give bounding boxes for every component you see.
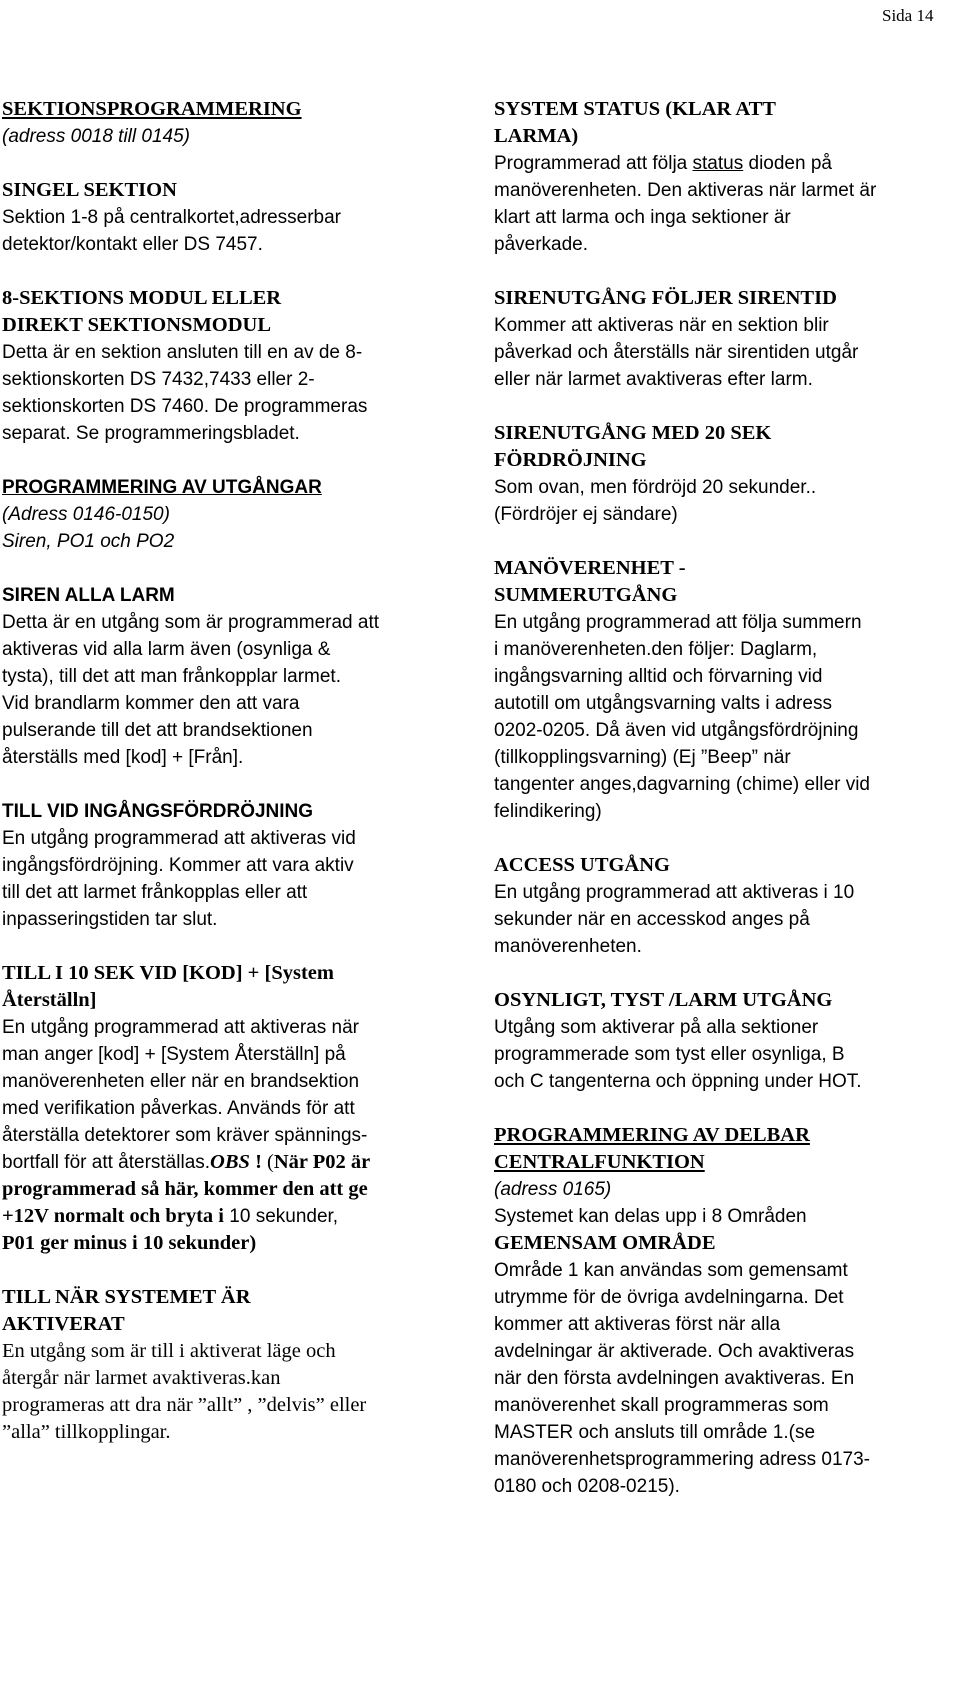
heading-10-sek-vid-kod: TILL I 10 SEK VID [KOD] + [System xyxy=(2,962,334,984)
obs-bold-text: +12V normalt och bryta i xyxy=(2,1205,224,1227)
body-line: En utgång programmerad att aktiveras när xyxy=(2,1017,359,1038)
obs-label: OBS xyxy=(210,1151,250,1173)
address-note: (Adress 0146-0150) xyxy=(2,504,170,525)
heading-programmering-av-utgangar: PROGRAMMERING AV UTGÅNGAR xyxy=(2,477,322,498)
body-line: i manöverenheten.den följer: Daglarm, xyxy=(494,639,818,660)
section-access-utgang xyxy=(494,852,960,960)
heading-access-utgang: ACCESS UTGÅNG xyxy=(494,854,670,876)
body-line: till det att larmet frånkopplas eller att xyxy=(2,882,308,903)
body-line: med verifikation påverkas. Används för att xyxy=(2,1098,355,1119)
obs-line-mixed xyxy=(2,1203,477,1230)
body-line: MASTER och ansluts till område 1.(se xyxy=(494,1422,816,1443)
obs-bold-text: När P02 är xyxy=(273,1151,371,1173)
heading-nar-systemet-ar-aktiverat: TILL NÄR SYSTEMET ÄR xyxy=(2,1286,251,1308)
body-line: Detta är en sektion ansluten till en av de 8- xyxy=(2,342,363,363)
heading-sirentid: SIRENUTGÅNG FÖLJER SIRENTID xyxy=(494,287,837,309)
body-line: Systemet kan delas upp i 8 Områden xyxy=(494,1206,807,1227)
section-8-sektions-modul xyxy=(2,285,477,447)
section-osynligt-tyst-larm xyxy=(494,987,960,1095)
body-line: Vid brandlarm kommer den att vara xyxy=(2,693,300,714)
body-line: man anger [kod] + [System Återställn] på xyxy=(2,1044,346,1065)
body-line: återställa detektorer som kräver spännings- xyxy=(2,1125,368,1146)
heading-8-sektions-modul-cont: DIREKT SEKTIONSMODUL xyxy=(2,314,272,336)
body-line: En utgång som är till i aktiverat läge och xyxy=(2,1340,336,1362)
body-line: Utgång som aktiverar på alla sektioner xyxy=(494,1017,819,1038)
body-line: autotill om utgångsvarning valts i adress xyxy=(494,693,832,714)
body-line: manöverenheten eller när en brandsektion xyxy=(2,1071,360,1092)
body-line: sektionskorten DS 7460. De programmeras xyxy=(2,396,368,417)
body-line: utrymme för de övriga avdelningarna. Det xyxy=(494,1287,844,1308)
body-line: och C tangenterna och öppning under HOT. xyxy=(494,1071,862,1092)
heading-ingangsfordrojning: TILL VID INGÅNGSFÖRDRÖJNING xyxy=(2,801,314,822)
body-line: återställs med [kod] + [Från]. xyxy=(2,747,244,768)
heading-8-sektions-modul: 8-SEKTIONS MODUL ELLER xyxy=(2,287,282,309)
body-line: aktiveras vid alla larm även (osynliga & xyxy=(2,639,331,660)
body-line: Detta är en utgång som är programmerad att xyxy=(2,612,380,633)
body-line: manöverenhet skall programmeras som xyxy=(494,1395,829,1416)
section-nar-systemet-ar-aktiverat xyxy=(2,1284,477,1446)
body-line: pulserande till det att brandsektionen xyxy=(2,720,313,741)
section-ingangsfordrojning xyxy=(2,798,477,933)
body-text: Programmerad att följa xyxy=(494,153,693,174)
body-line xyxy=(494,150,960,177)
section-manoverenhet-summerutgang xyxy=(494,555,960,825)
body-line: (tillkopplingsvarning) (Ej ”Beep” när xyxy=(494,747,791,768)
body-line: programmerade som tyst eller osynliga, B xyxy=(494,1044,845,1065)
section-programmering-av-utgangar xyxy=(2,474,477,555)
body-line: inpasseringstiden tar slut. xyxy=(2,909,218,930)
body-line: 0180 och 0208-0215). xyxy=(494,1476,680,1497)
body-line: tangenter anges,dagvarning (chime) eller vid xyxy=(494,774,870,795)
body-line: klart att larma och inga sektioner är xyxy=(494,207,791,228)
body-line: manöverenheten. xyxy=(494,936,642,957)
heading-manoverenhet: MANÖVERENHET - xyxy=(494,557,686,579)
heading-nar-systemet-ar-aktiverat-cont: AKTIVERAT xyxy=(2,1313,125,1335)
section-system-status xyxy=(494,96,960,258)
body-line: (Fördröjer ej sändare) xyxy=(494,504,678,525)
page-number: Sida 14 xyxy=(882,6,934,25)
address-note: (adress 0165) xyxy=(494,1179,612,1200)
body-line: sekunder när en accesskod anges på xyxy=(494,909,810,930)
obs-line xyxy=(2,1149,477,1176)
body-line: En utgång programmerad att aktiveras i 10 xyxy=(494,882,855,903)
left-column xyxy=(2,96,477,1446)
section-siren-alla-larm xyxy=(2,582,477,771)
body-line: ingångsfördröjning. Kommer att vara aktiv xyxy=(2,855,354,876)
heading-system-status: SYSTEM STATUS (KLAR ATT xyxy=(494,98,776,120)
body-line: sektionskorten DS 7432,7433 eller 2- xyxy=(2,369,315,390)
heading-10-sek-vid-kod-cont: Återställn] xyxy=(2,989,97,1011)
heading-sektionsprogrammering: SEKTIONSPROGRAMMERING xyxy=(2,98,302,120)
right-column xyxy=(494,96,960,1500)
section-sirenutgang-foljer-sirentid xyxy=(494,285,960,393)
address-note: (adress 0018 till 0145) xyxy=(2,126,190,147)
body-line: manöverenheten. Den aktiveras när larmet är xyxy=(494,180,877,201)
body-text: dioden på xyxy=(743,153,832,174)
section-sektionsprogrammering xyxy=(2,96,477,150)
heading-osynligt-tyst-larm: OSYNLIGT, TYST /LARM UTGÅNG xyxy=(494,989,833,1011)
body-line: kommer att aktiveras först när alla xyxy=(494,1314,781,1335)
body-line: detektor/kontakt eller DS 7457. xyxy=(2,234,263,255)
body-line: En utgång programmerad att aktiveras vid xyxy=(2,828,356,849)
heading-siren-alla-larm: SIREN ALLA LARM xyxy=(2,585,175,606)
body-line: ingångsvarning alltid och förvarning vid xyxy=(494,666,823,687)
body-line: En utgång programmerad att följa summern xyxy=(494,612,862,633)
section-singel-sektion xyxy=(2,177,477,258)
obs-bold-line: programmerad så här, kommer den att ge xyxy=(2,1178,368,1200)
section-sirenutgang-20-sek xyxy=(494,420,960,528)
body-text: bortfall för att återställas. xyxy=(2,1152,211,1173)
body-line: påverkade. xyxy=(494,234,589,255)
status-link: status xyxy=(692,153,744,174)
heading-singel-sektion: SINGEL SEKTION xyxy=(2,179,177,201)
body-line: eller när larmet avaktiveras efter larm. xyxy=(494,369,813,390)
body-line: avdelningar är aktiverade. Och avaktiveras xyxy=(494,1341,855,1362)
body-line: Sektion 1-8 på centralkortet,adresserbar xyxy=(2,207,342,228)
heading-delbar-centralfunktion: PROGRAMMERING AV DELBAR xyxy=(494,1124,810,1146)
heading-system-status-cont: LARMA) xyxy=(494,125,579,147)
heading-manoverenhet-cont: SUMMERUTGÅNG xyxy=(494,584,678,606)
body-line: programeras att dra när ”allt” , ”delvis” eller xyxy=(2,1394,367,1416)
body-line: Område 1 kan användas som gemensamt xyxy=(494,1260,848,1281)
body-line: felindikering) xyxy=(494,801,602,822)
body-line: påverkad och återställs när sirentiden utgår xyxy=(494,342,859,363)
body-line: tysta), till det att man frånkopplar larmet. xyxy=(2,666,341,687)
body-line: 0202-0205. Då även vid utgångsfördröjning xyxy=(494,720,859,741)
body-line: separat. Se programmeringsbladet. xyxy=(2,423,300,444)
outputs-subtitle: Siren, PO1 och PO2 xyxy=(2,531,175,552)
body-line: Kommer att aktiveras när en sektion blir xyxy=(494,315,829,336)
section-10-sek-vid-kod xyxy=(2,960,477,1257)
obs-paren: ( xyxy=(261,1151,274,1173)
body-line: manöverenhetsprogrammering adress 0173- xyxy=(494,1449,870,1470)
heading-20-sek: SIRENUTGÅNG MED 20 SEK xyxy=(494,422,772,444)
body-text: 10 sekunder, xyxy=(224,1206,339,1227)
body-line: återgår när larmet avaktiveras.kan xyxy=(2,1367,281,1389)
body-line: ”alla” tillkopplingar. xyxy=(2,1421,171,1443)
obs-bold-line: P01 ger minus i 10 sekunder) xyxy=(2,1232,257,1254)
obs-bang: ! xyxy=(249,1151,262,1173)
body-line: när den första avdelningen avaktiveras. En xyxy=(494,1368,855,1389)
heading-20-sek-cont: FÖRDRÖJNING xyxy=(494,449,647,471)
heading-delbar-centralfunktion-cont: CENTRALFUNKTION xyxy=(494,1151,705,1173)
heading-gemensam-omrade: GEMENSAM OMRÅDE xyxy=(494,1232,716,1254)
section-delbar-centralfunktion xyxy=(494,1122,960,1500)
body-line: Som ovan, men fördröjd 20 sekunder.. xyxy=(494,477,817,498)
